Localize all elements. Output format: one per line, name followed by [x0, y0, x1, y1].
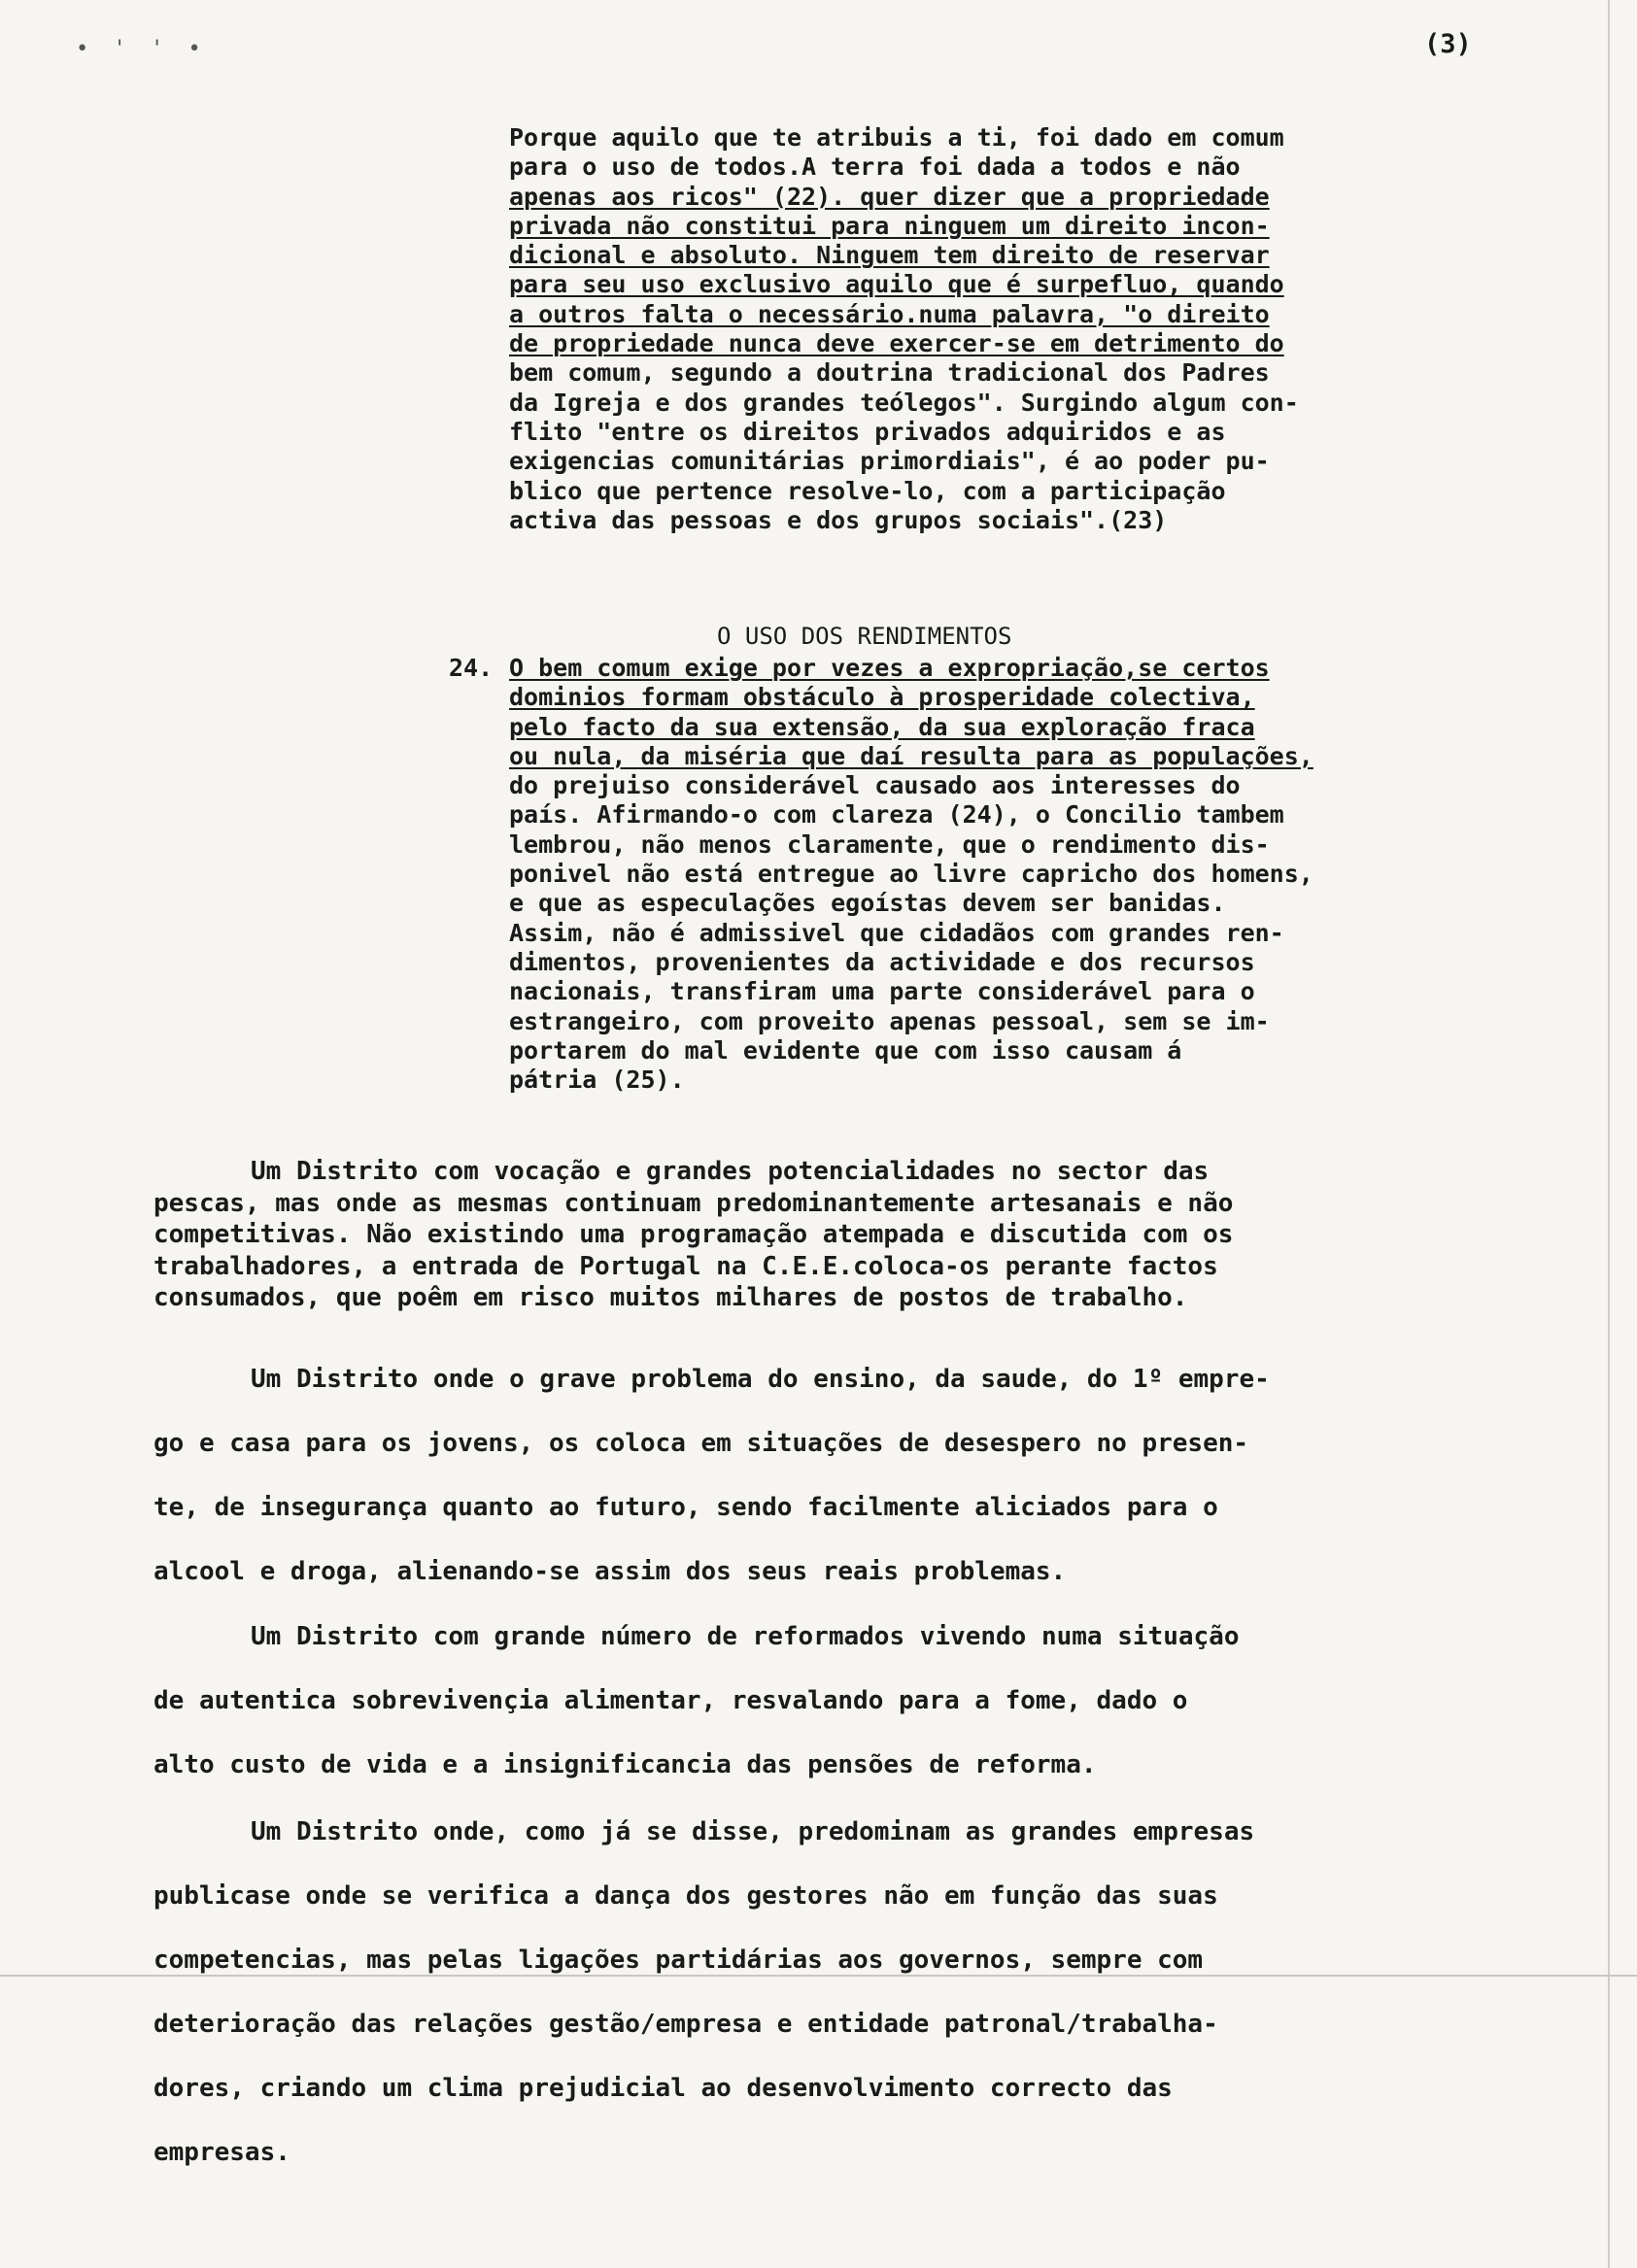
paragraph-line: competitivas. Não existindo uma programação atempada e discutida com os — [153, 1220, 1234, 1249]
paragraph-line: Um Distrito onde, como já se disse, predominam as grandes empresas — [251, 1817, 1255, 1846]
page-marks: • ' ' • — [76, 37, 207, 61]
section-heading: O USO DOS RENDIMENTOS — [717, 623, 1012, 650]
quote-line: dicional e absoluto. Ninguem tem direito de reservar — [509, 241, 1270, 270]
section-line: nacionais, transfiram uma parte considerável para o — [509, 977, 1255, 1006]
section-line: estrangeiro, com proveito apenas pessoal, sem se im- — [509, 1006, 1270, 1035]
section-line: ponivel não está entregue ao livre capricho dos homens, — [509, 860, 1313, 889]
page-edge — [1608, 0, 1610, 2268]
quote-line: blico que pertence resolve-lo, com a participação — [509, 476, 1226, 505]
quote-line: privada não constitui para ninguem um direito incon- — [509, 211, 1270, 240]
paragraph-line: de autentica sobrevivençia alimentar, resvalando para a fome, dado o — [153, 1686, 1188, 1715]
paragraph-pescas — [153, 1156, 1233, 1314]
quote-line: bem comum, segundo a doutrina tradicional dos Padres — [509, 358, 1270, 388]
item-number: 24. — [449, 654, 494, 682]
section-line: país. Afirmando-o com clareza (24), o Concilio tambem — [509, 800, 1284, 829]
paragraph-empresas — [153, 1800, 1254, 2184]
paragraph-line: trabalhadores, a entrada de Portugal na C.E.E.coloca-os perante factos — [153, 1251, 1218, 1281]
section-line: O bem comum exige por vezes a expropriação,se certos — [509, 654, 1270, 682]
section-line: pátria (25). — [509, 1066, 685, 1095]
quote-line: de propriedade nunca deve exercer-se em detrimento do — [509, 329, 1284, 358]
section-line: portarem do mal evidente que com isso causam á — [509, 1035, 1182, 1065]
quote-line: para o uso de todos.A terra foi dada a todos e não — [509, 152, 1241, 182]
paragraph-reformados — [153, 1605, 1239, 1797]
paragraph-line: Um Distrito com grande número de reformados vivendo numa situação — [251, 1622, 1240, 1651]
quote-line: activa das pessoas e dos grupos sociais".(23) — [509, 505, 1168, 534]
section-line: do prejuiso considerável causado aos interesses do — [509, 771, 1241, 800]
paragraph-line: te, de insegurança quanto ao futuro, sendo facilmente aliciados para o — [153, 1493, 1218, 1522]
section-line: e que as especulações egoístas devem ser banidas. — [509, 889, 1226, 918]
section-line: pelo facto da sua extensão, da sua exploração fraca — [509, 712, 1255, 741]
section-line: dimentos, provenientes da actividade e dos recursos — [509, 947, 1255, 976]
paragraph-line: Um Distrito onde o grave problema do ensino, da saude, do 1º empre- — [251, 1365, 1270, 1394]
section-block — [509, 654, 1529, 1095]
section-line: dominios formam obstáculo à prosperidade colectiva, — [509, 683, 1255, 712]
quote-block — [509, 123, 1529, 535]
paragraph-line: competencias, mas pelas ligações partidárias aos governos, sempre com — [153, 1946, 1204, 1975]
paragraph-line: dores, criando um clima prejudicial ao desenvolvimento correcto das — [153, 2074, 1173, 2103]
paragraph-line: deterioração das relações gestão/empresa e entidade patronal/trabalha- — [153, 2010, 1218, 2039]
paragraph-line: publicase onde se verifica a dança dos gestores não em função das suas — [153, 1881, 1218, 1911]
paragraph-line: consumados, que poêm em risco muitos milhares de postos de trabalho. — [153, 1283, 1188, 1312]
quote-line: da Igreja e dos grandes teólegos". Surgindo algum con- — [509, 388, 1299, 417]
quote-line: flito "entre os direitos privados adquiridos e as — [509, 417, 1226, 446]
paragraph-line: alto custo de vida e a insignificancia das pensões de reforma. — [153, 1750, 1097, 1779]
page-number: (3) — [1424, 29, 1472, 59]
paragraph-line: pescas, mas onde as mesmas continuam predominantemente artesanais e não — [153, 1188, 1234, 1218]
paragraph-line: go e casa para os jovens, os coloca em situações de desespero no presen- — [153, 1429, 1249, 1458]
section-line: lembrou, não menos claramente, que o rendimento dis- — [509, 829, 1270, 859]
quote-line: Porque aquilo que te atribuis a ti, foi dado em comum — [509, 123, 1284, 152]
quote-line: para seu uso exclusivo aquilo que é surpefluo, quando — [509, 270, 1284, 299]
paragraph-line: alcool e droga, alienando-se assim dos seus reais problemas. — [153, 1557, 1067, 1586]
quote-line: apenas aos ricos" (22). quer dizer que a propriedade — [509, 182, 1270, 211]
paragraph-line: empresas. — [153, 2138, 290, 2167]
section-line: Assim, não é admissivel que cidadãos com grandes ren- — [509, 918, 1284, 947]
paragraph-line: Um Distrito com vocação e grandes potencialidades no sector das — [251, 1157, 1210, 1186]
paragraph-ensino — [153, 1347, 1270, 1604]
quote-line: exigencias comunitárias primordiais", é ao poder pu- — [509, 447, 1270, 476]
section-line: ou nula, da miséria que daí resulta para as populações, — [509, 741, 1313, 770]
quote-line: a outros falta o necessário.numa palavra, "o direito — [509, 299, 1270, 328]
